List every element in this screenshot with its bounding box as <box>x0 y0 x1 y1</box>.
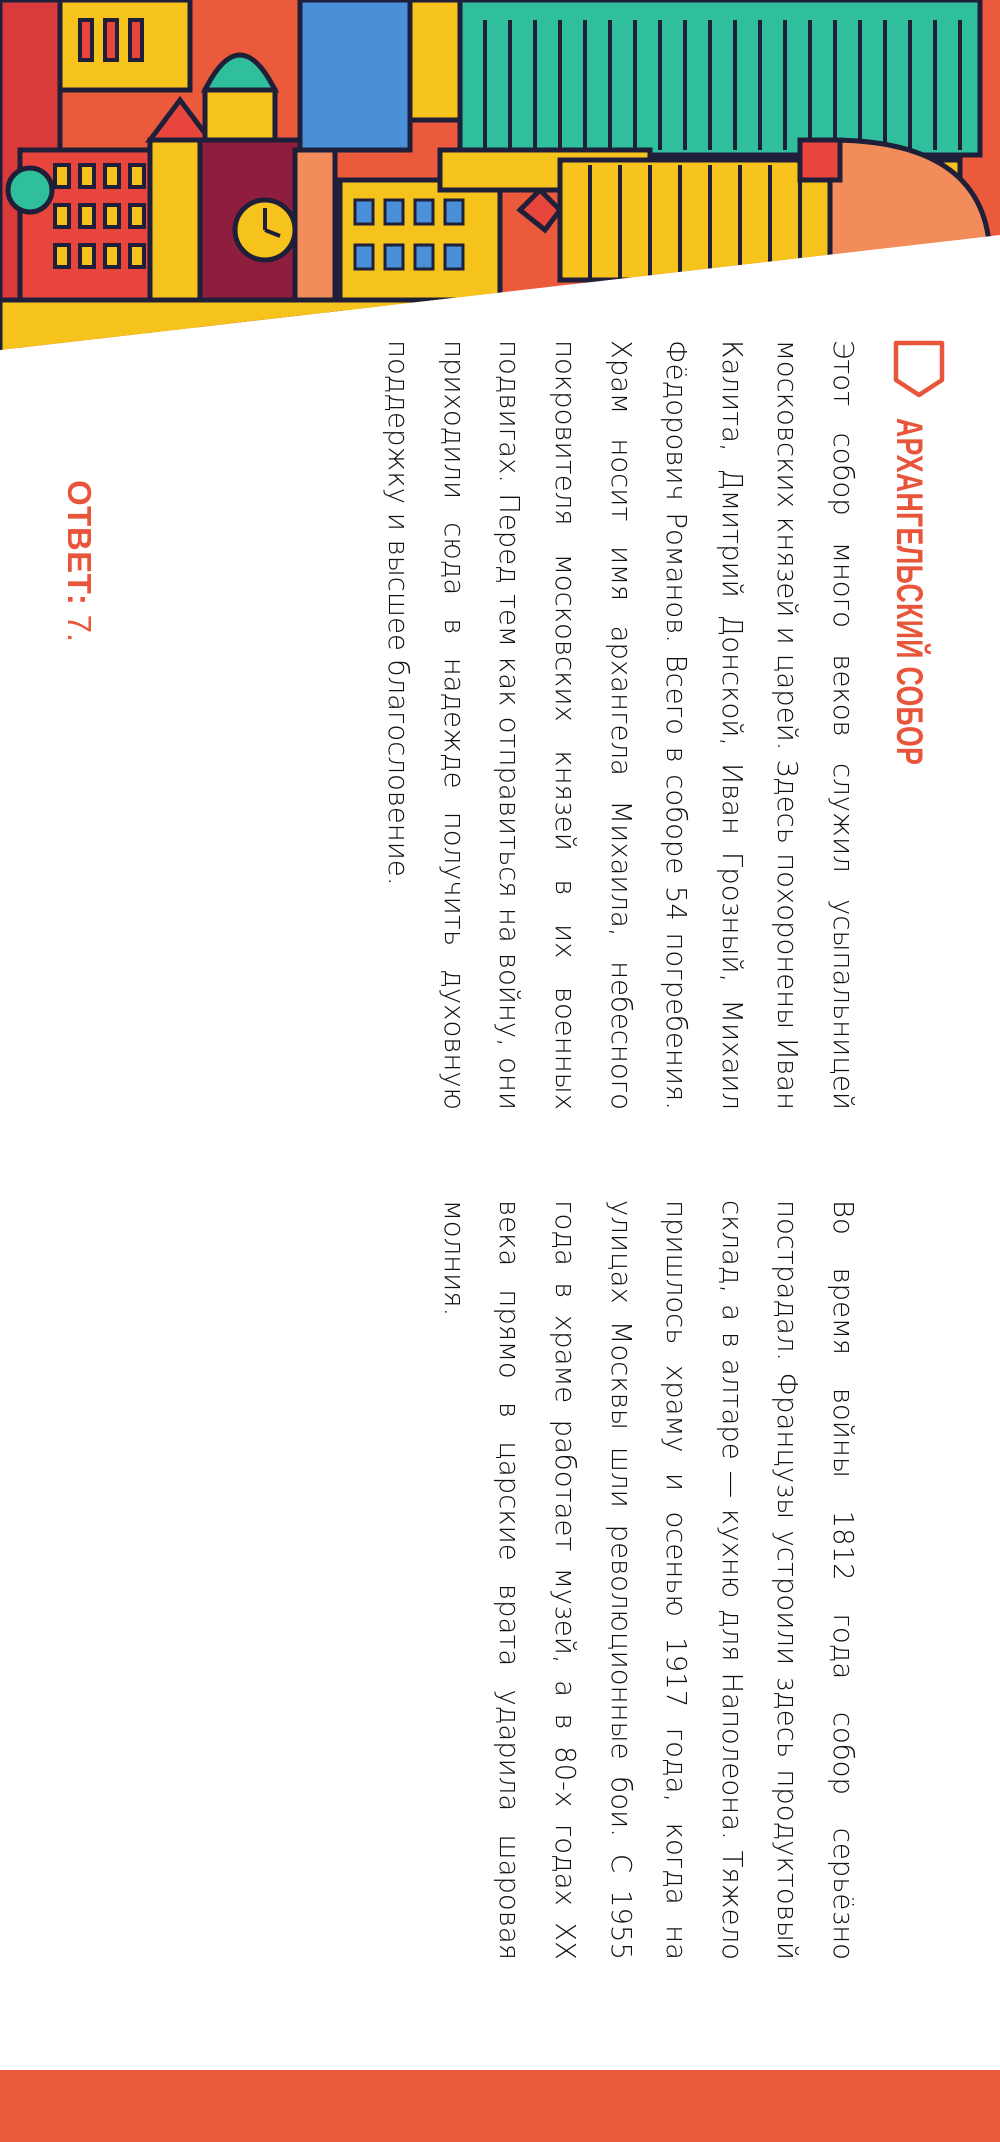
bookmark-icon <box>893 340 945 398</box>
answer-label: ОТВЕТ: <box>61 480 98 606</box>
paragraph: Этот собор много веков служил усыпальницей московских князей и царей. Здесь похоронены Иван Калита, Дмитрий Донской, Иван Грозный, Михаил Фёдорович Романов. Всего в соборе 54 погребения. Храм носит имя архангела Михаила, небесного покровителя московских князей в их военных подвигах. Перед тем как отправиться на войну, они приходили сюда в надежде получить духовную поддержку и высшее благословение. <box>382 340 859 1110</box>
answer-value: 7. <box>61 614 98 643</box>
page-title: АРХАНГЕЛЬСКИЙ СОБОР <box>889 418 930 766</box>
paragraph: Во время войны 1812 года собор серьёзно пострадал. Французы устроили здесь продуктовый склад, а в алтаре — кухню для Наполеона. Тяжело пришлось храму и осенью 1917 года, когда на улицах Москвы шли революционные бои. С 1955 года в храме работает музей, а в 80-х годах XX века прямо в царские врата ударила шаровая молния. <box>437 1200 859 1960</box>
text-column-left <box>370 340 870 1110</box>
answer <box>60 480 98 642</box>
text-column-right <box>425 1200 870 1960</box>
